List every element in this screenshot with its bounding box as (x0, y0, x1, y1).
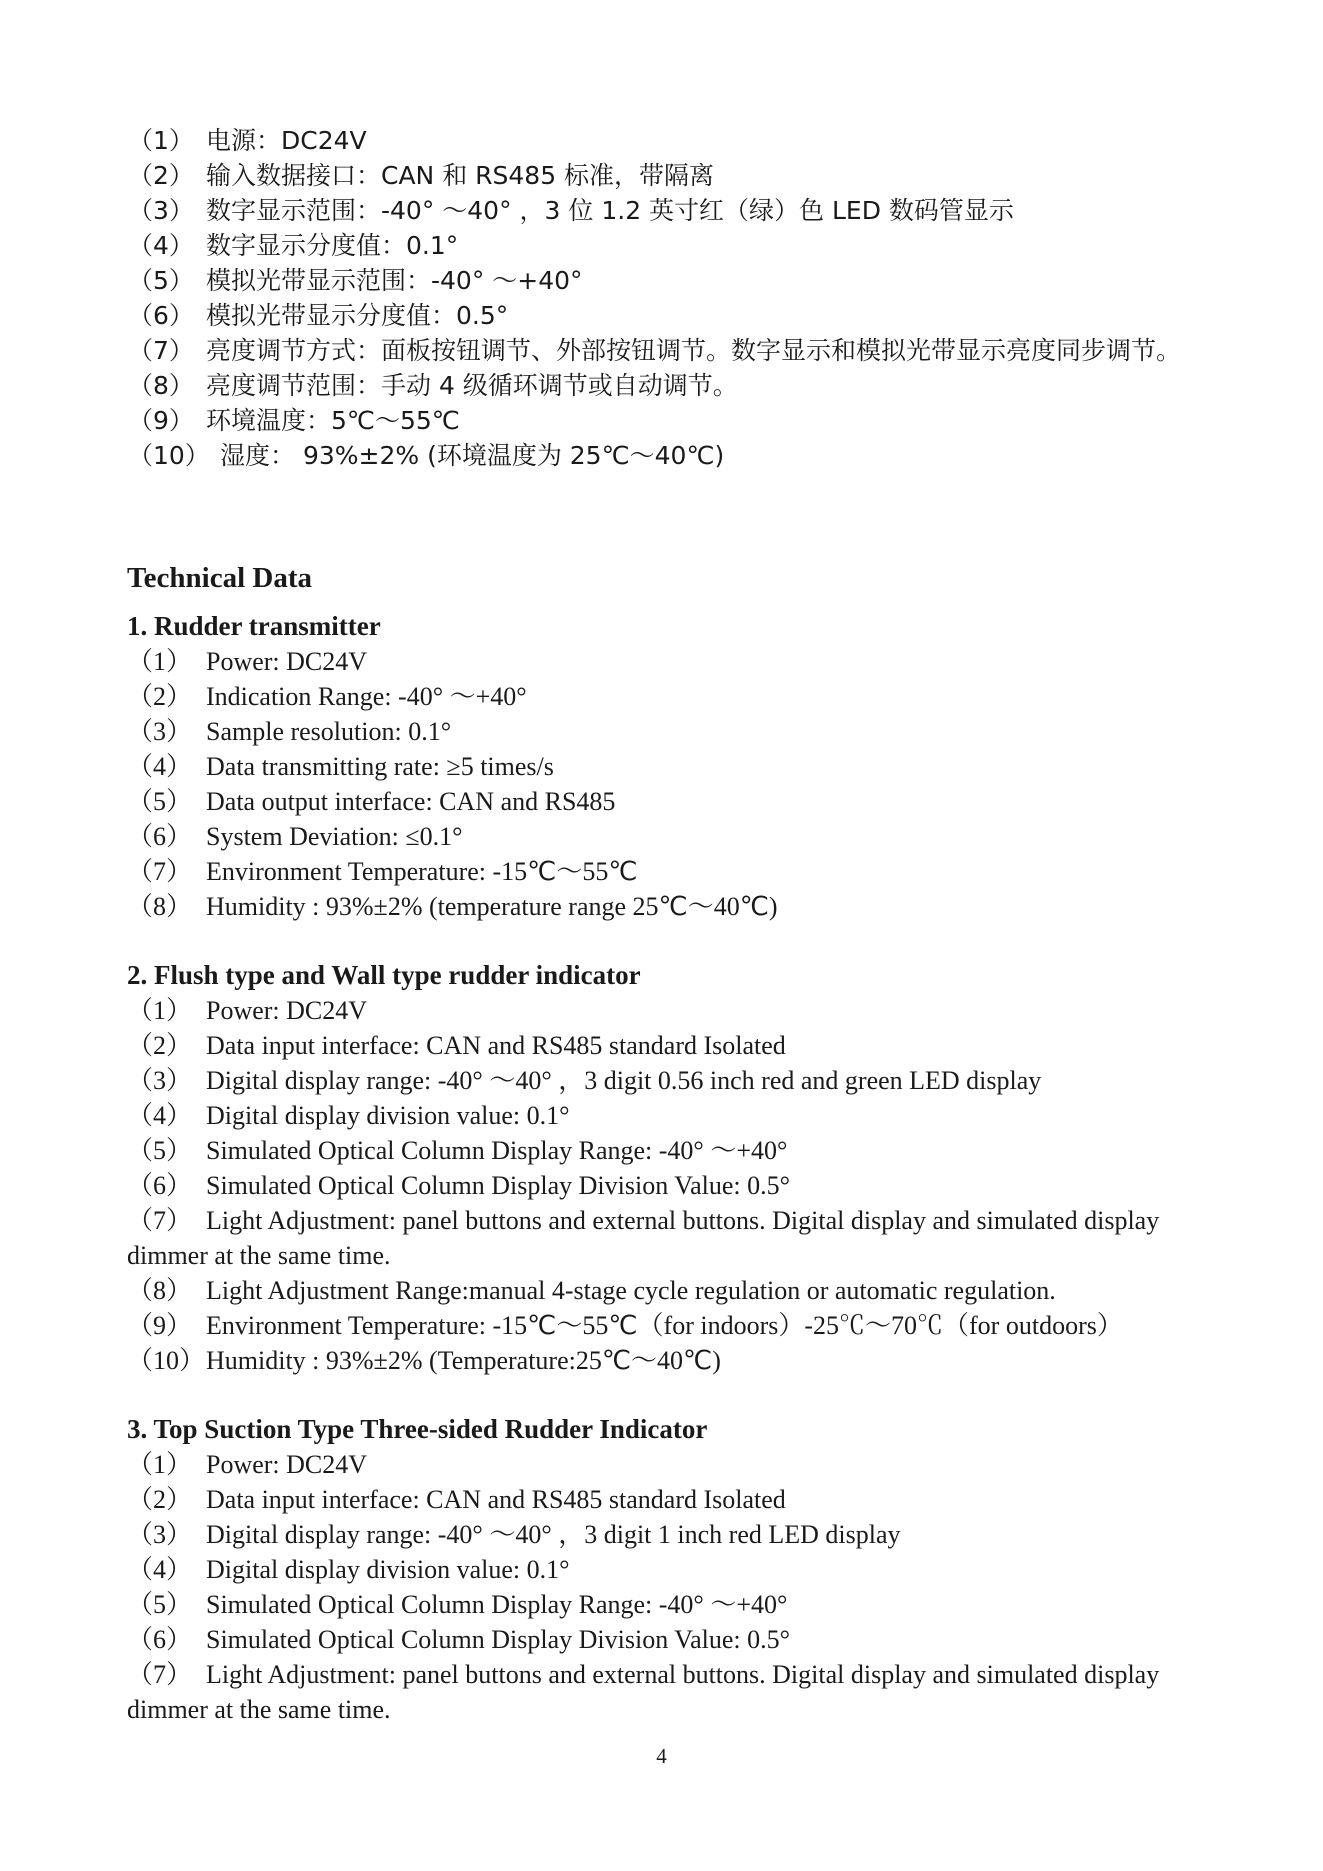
cn-spec-text: 亮度调节范围：手动 4 级循环调节或自动调节。 (206, 371, 738, 400)
spec-item (127, 854, 1217, 889)
cn-spec-text: 数字显示分度值：0.1° (206, 231, 459, 260)
spec-item (127, 1447, 1217, 1482)
cn-spec-item (128, 438, 1208, 473)
cn-spec-number: （4） (128, 231, 194, 260)
spec-number: （6） (127, 1171, 193, 1200)
section-gap (127, 1378, 1217, 1411)
technical-data-title: Technical Data (127, 562, 313, 594)
cn-spec-text: 环境温度：5℃～55℃ (206, 406, 460, 435)
cn-spec-number: （9） (128, 406, 194, 435)
spec-text: Power: DC24V (206, 996, 368, 1025)
spec-number: （5） (127, 1136, 193, 1165)
spec-number: （4） (127, 1555, 193, 1584)
spec-text: Power: DC24V (206, 1450, 368, 1479)
spec-number: （9） (127, 1311, 193, 1340)
spec-item (127, 1622, 1217, 1657)
spec-text: Humidity : 93%±2% (temperature range 25℃～40℃) (206, 892, 778, 921)
spec-text: Environment Temperature: -15℃～55℃（for indoors）-25℃～70℃（for outdoors） (206, 1311, 1123, 1340)
spec-number: （6） (127, 822, 193, 851)
cn-spec-text: 输入数据接口：CAN 和 RS485 标准，带隔离 (206, 161, 715, 190)
spec-number: （5） (127, 787, 193, 816)
section-heading: 3. Top Suction Type Three-sided Rudder Indicator (127, 1414, 708, 1444)
spec-number: （3） (127, 1520, 193, 1549)
spec-item (127, 1203, 1217, 1273)
cn-spec-number: （6） (128, 301, 194, 330)
cn-spec-item (128, 123, 1208, 158)
spec-number: （2） (127, 682, 193, 711)
spec-text: Humidity : 93%±2% (Temperature:25℃～40℃) (206, 1346, 721, 1375)
section-heading: 2. Flush type and Wall type rudder indicator (127, 960, 641, 990)
spec-number: （5） (127, 1590, 193, 1619)
section-gap (127, 924, 1217, 957)
spec-item (127, 1168, 1217, 1203)
cn-spec-text: 电源：DC24V (206, 126, 367, 155)
spec-item (127, 889, 1217, 924)
cn-spec-item (128, 298, 1208, 333)
spec-number: （2） (127, 1485, 193, 1514)
spec-text: Sample resolution: 0.1° (206, 717, 452, 746)
spec-number: （8） (127, 892, 193, 921)
spec-number: （2） (127, 1031, 193, 1060)
spec-text: Data transmitting rate: ≥5 times/s (206, 752, 554, 781)
spec-item (127, 1657, 1217, 1727)
spec-text: Simulated Optical Column Display Division Value: 0.5° (206, 1171, 791, 1200)
spec-item (127, 1273, 1217, 1308)
spec-text: Indication Range: -40° ～+40° (206, 682, 527, 711)
cn-spec-item (128, 333, 1208, 368)
spec-number: （1） (127, 1450, 193, 1479)
spec-text: Light Adjustment Range:manual 4-stage cycle regulation or automatic regulation. (206, 1276, 1056, 1305)
spec-number: （3） (127, 1066, 193, 1095)
spec-item (127, 1308, 1217, 1343)
spec-number: （1） (127, 996, 193, 1025)
spec-item (127, 1482, 1217, 1517)
cn-spec-number: （8） (128, 371, 194, 400)
cn-spec-number: （10） (128, 441, 210, 470)
spec-item (127, 1028, 1217, 1063)
spec-item (127, 1063, 1217, 1098)
spec-number: （1） (127, 647, 193, 676)
spec-text: Data input interface: CAN and RS485 standard Isolated (206, 1485, 786, 1514)
spec-number: （7） (127, 857, 193, 886)
spec-text: Simulated Optical Column Display Division Value: 0.5° (206, 1625, 791, 1654)
spec-text: Light Adjustment: panel buttons and external buttons. Digital display and simulated display dimmer at the same time. (127, 1660, 1160, 1724)
spec-number: （7） (127, 1660, 193, 1689)
cn-spec-text: 模拟光带显示范围：-40° ～+40° (206, 266, 583, 295)
spec-item (127, 749, 1217, 784)
spec-item (127, 819, 1217, 854)
spec-text: Power: DC24V (206, 647, 368, 676)
spec-text: Simulated Optical Column Display Range: -40° ～+40° (206, 1590, 788, 1619)
spec-number: （4） (127, 1101, 193, 1130)
cn-spec-text: 模拟光带显示分度值：0.5° (206, 301, 509, 330)
spec-item (127, 1517, 1217, 1552)
spec-text: Data input interface: CAN and RS485 standard Isolated (206, 1031, 786, 1060)
spec-item (127, 993, 1217, 1028)
spec-text: Data output interface: CAN and RS485 (206, 787, 616, 816)
technical-data (127, 558, 1217, 1727)
spec-number: （4） (127, 752, 193, 781)
spec-text: Light Adjustment: panel buttons and external buttons. Digital display and simulated display dimmer at the same time. (127, 1206, 1160, 1270)
cn-spec-number: （3） (128, 196, 194, 225)
spec-text: Digital display division value: 0.1° (206, 1555, 570, 1584)
spec-text: Digital display range: -40° ～40° ，3 digit 1 inch red LED display (206, 1520, 901, 1549)
spec-item (127, 784, 1217, 819)
cn-spec-item (128, 368, 1208, 403)
spec-item (127, 714, 1217, 749)
spec-text: Digital display range: -40° ～40° ，3 digit 0.56 inch red and green LED display (206, 1066, 1042, 1095)
cn-spec-item (128, 193, 1208, 228)
cn-spec-text: 亮度调节方式：面板按钮调节、外部按钮调节。数字显示和模拟光带显示亮度同步调节。 (206, 336, 1182, 365)
spec-text: Digital display division value: 0.1° (206, 1101, 570, 1130)
spec-item (127, 1098, 1217, 1133)
spec-number: （3） (127, 717, 193, 746)
spec-item (127, 1552, 1217, 1587)
cn-spec-number: （2） (128, 161, 194, 190)
spec-item (127, 1587, 1217, 1622)
cn-spec-item (128, 158, 1208, 193)
spec-text: Simulated Optical Column Display Range: -40° ～+40° (206, 1136, 788, 1165)
cn-spec-item (128, 263, 1208, 298)
spec-text: System Deviation: ≤0.1° (206, 822, 463, 851)
cn-spec-item (128, 228, 1208, 263)
spec-text: Environment Temperature: -15℃～55℃ (206, 857, 638, 886)
page-number: 4 (656, 1744, 667, 1768)
cn-spec-number: （1） (128, 126, 194, 155)
spec-item (127, 1343, 1217, 1378)
cn-spec-text: 数字显示范围：-40° ～40° ，3 位 1.2 英寸红（绿）色 LED 数码管显示 (206, 196, 1014, 225)
spec-number: （10） (127, 1346, 206, 1375)
chinese-spec-list (128, 123, 1208, 473)
spec-number: （8） (127, 1276, 193, 1305)
spec-number: （7） (127, 1206, 193, 1235)
spec-item (127, 644, 1217, 679)
spec-item (127, 1133, 1217, 1168)
cn-spec-item (128, 403, 1208, 438)
spec-item (127, 679, 1217, 714)
cn-spec-text: 湿度： 93%±2% (环境温度为 25℃～40℃) (220, 441, 725, 470)
section-heading: 1. Rudder transmitter (127, 611, 381, 641)
cn-spec-number: （5） (128, 266, 194, 295)
spec-number: （6） (127, 1625, 193, 1654)
cn-spec-number: （7） (128, 336, 194, 365)
